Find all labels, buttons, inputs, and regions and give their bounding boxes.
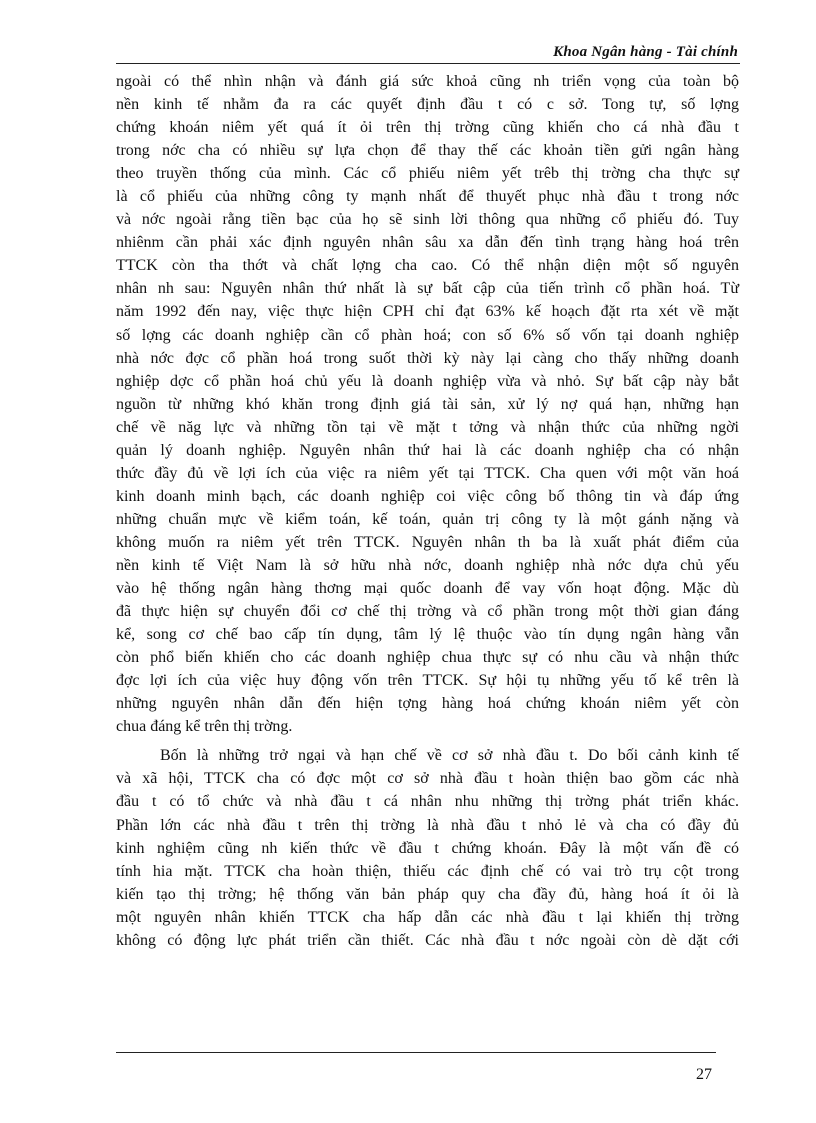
page-number: 27 — [696, 1066, 712, 1083]
text-line: nền kinh tế nhằm đa ra các quyết định đầu t có c sở. Tong tự, số lợng — [116, 96, 739, 114]
footer-rule — [116, 1052, 716, 1053]
text-line: thức đầy đủ về lợi ích của việc ra niêm yết tại TTCK. Cha quen với một văn hoá — [116, 464, 739, 482]
text-line: nhiênm cần phải xác định nguyên nhân sâu xa dẫn đến tình trạng hàng hoá trên — [116, 234, 739, 252]
header-rule — [116, 63, 740, 64]
text-line: quản lý doanh nghiệp. Nguyên nhân thứ hai là các doanh nghiệp cha có nhận — [116, 441, 739, 459]
text-line: nguồn từ những khó khăn trong định giá tài sản, xử lý nợ quá hạn, những hạn — [116, 395, 739, 413]
text-line: và nớc ngoài rằng tiền bạc của họ sẽ sinh lời thông qua những cổ phiếu đó. Tuy — [116, 211, 739, 229]
text-line: nền kinh tế Việt Nam là sở hữu nhà nớc, doanh nghiệp nhà nớc dựa chủ yếu — [116, 556, 739, 574]
text-line: trong nớc cha có nhiều sự lựa chọn để thay thế các khoản tiền gửi ngân hàng — [116, 142, 739, 160]
text-line: chế về năg lực và những tồn tại về mặt t tởng và nhận thức của những ngời — [116, 418, 739, 436]
text-line: đợc lợi ích của việc huy động vốn trên TTCK. Sự hội tụ những yếu tố kể trên là — [116, 672, 739, 690]
text-line: những chuẩn mực về kiểm toán, kế toán, quản trị công ty là một gánh nặng và — [116, 510, 739, 528]
text-line: vào hệ thống ngân hàng thơng mại quốc doanh để vay vốn hoạt động. Mặc dù — [116, 580, 739, 598]
text-line: những nguyên nhân dẫn đến hiện tợng hàng hoá chứng khoán niêm yết còn — [116, 695, 739, 713]
text-line: một nguyên nhân khiến TTCK cha hấp dẫn các nhà đầu t lại khiến thị trờng — [116, 908, 739, 926]
text-line: là cổ phiếu của những công ty mạnh nhất để thuyết phục nhà đầu t trong nớc — [116, 188, 739, 206]
text-line: không có động lực phát triển cần thiết. Các nhà đầu t nớc ngoài còn dè dặt cới — [116, 931, 739, 949]
text-line: năm 1992 đến nay, việc thực hiện CPH chỉ đạt 63% kế hoạch đặt rta xét về mặt — [116, 303, 739, 321]
text-line: Phần lớn các nhà đầu t trên thị trờng là nhà đầu t nhỏ lẻ và cha có đầy đủ — [116, 816, 739, 834]
text-line: không muốn ra niêm yết trên TTCK. Nguyên nhân th ba là xuất phát điểm của — [116, 533, 739, 551]
text-line: chua đáng kể trên thị trờng. — [116, 718, 293, 736]
page-body — [116, 70, 739, 952]
text-line: kinh nghiệm cũng nh kiến thức về đầu t chứng khoán. Đây là một vấn đề có — [116, 839, 739, 857]
text-line: còn phổ biến khiến cho các doanh nghiệp chua thực sự có nhu cầu và nhận thức — [116, 649, 739, 667]
paragraph-1 — [116, 70, 739, 738]
text-line: kiến tạo thị trờng; hệ thống văn bản pháp quy cha đầy đủ, hàng hoá ít ỏi là — [116, 885, 739, 903]
text-line: kinh doanh minh bạch, các doanh nghiệp coi việc công bố thông tin và đáp ứng — [116, 487, 739, 505]
text-line: đầu t có tổ chức và nhà đầu t cá nhân nhu những thị trờng phát triển khác. — [116, 793, 739, 811]
text-line: kể, song cơ chế bao cấp tín dụng, tâm lý lệ thuộc vào tín dụng ngân hàng vẫn — [116, 626, 739, 644]
text-line: TTCK còn tha thớt và chất lợng cha cao. Có thể nhận diện một số nguyên — [116, 257, 739, 275]
text-line: và xã hội, TTCK cha có đợc một cơ sở nhà đầu t hoàn thiện bao gồm các nhà — [116, 770, 739, 788]
text-line: theo truyền thống của mình. Các cổ phiếu niêm yết trêb thị trờng cha thực sự — [116, 165, 739, 183]
running-header: Khoa Ngân hàng - Tài chính — [553, 44, 738, 60]
text-line: ngoài có thể nhìn nhận và đánh giá sức khoả cũng nh triển vọng của toàn bộ — [116, 73, 739, 90]
text-line: Bốn là những trở ngại và hạn chế về cơ sở nhà đầu t. Do bối cảnh kinh tế — [160, 747, 739, 765]
text-line: nhà nớc đợc cổ phần hoá trong suốt thời kỳ này lại càng cho thấy những doanh — [116, 349, 739, 367]
paragraph-2 — [116, 744, 739, 951]
text-line: số lợng các doanh nghiệp cần cổ phàn hoá; con số 6% số vốn tại doanh nghiệp — [116, 326, 739, 344]
text-line: nghiệp dợc cổ phần hoá chủ yếu là doanh nghiệp vừa và nhỏ. Sự bất cập này bắt — [116, 372, 739, 390]
text-line: tính hia mặt. TTCK cha hoàn thiện, thiếu các định chế có vai trò trụ cột trong — [116, 862, 739, 880]
text-line: đã thực hiện sự chuyển đổi cơ chế thị trờng và cổ phần trong một thời gian đáng — [116, 603, 739, 621]
text-line: chứng khoán niêm yết quá ít ỏi trên thị trờng cũng khiến cho cá nhà đầu t — [116, 119, 739, 137]
text-line: nhân nh sau: Nguyên nhân thứ nhất là sự bất cập của tiến trình cổ phần hoá. Từ — [116, 280, 739, 298]
